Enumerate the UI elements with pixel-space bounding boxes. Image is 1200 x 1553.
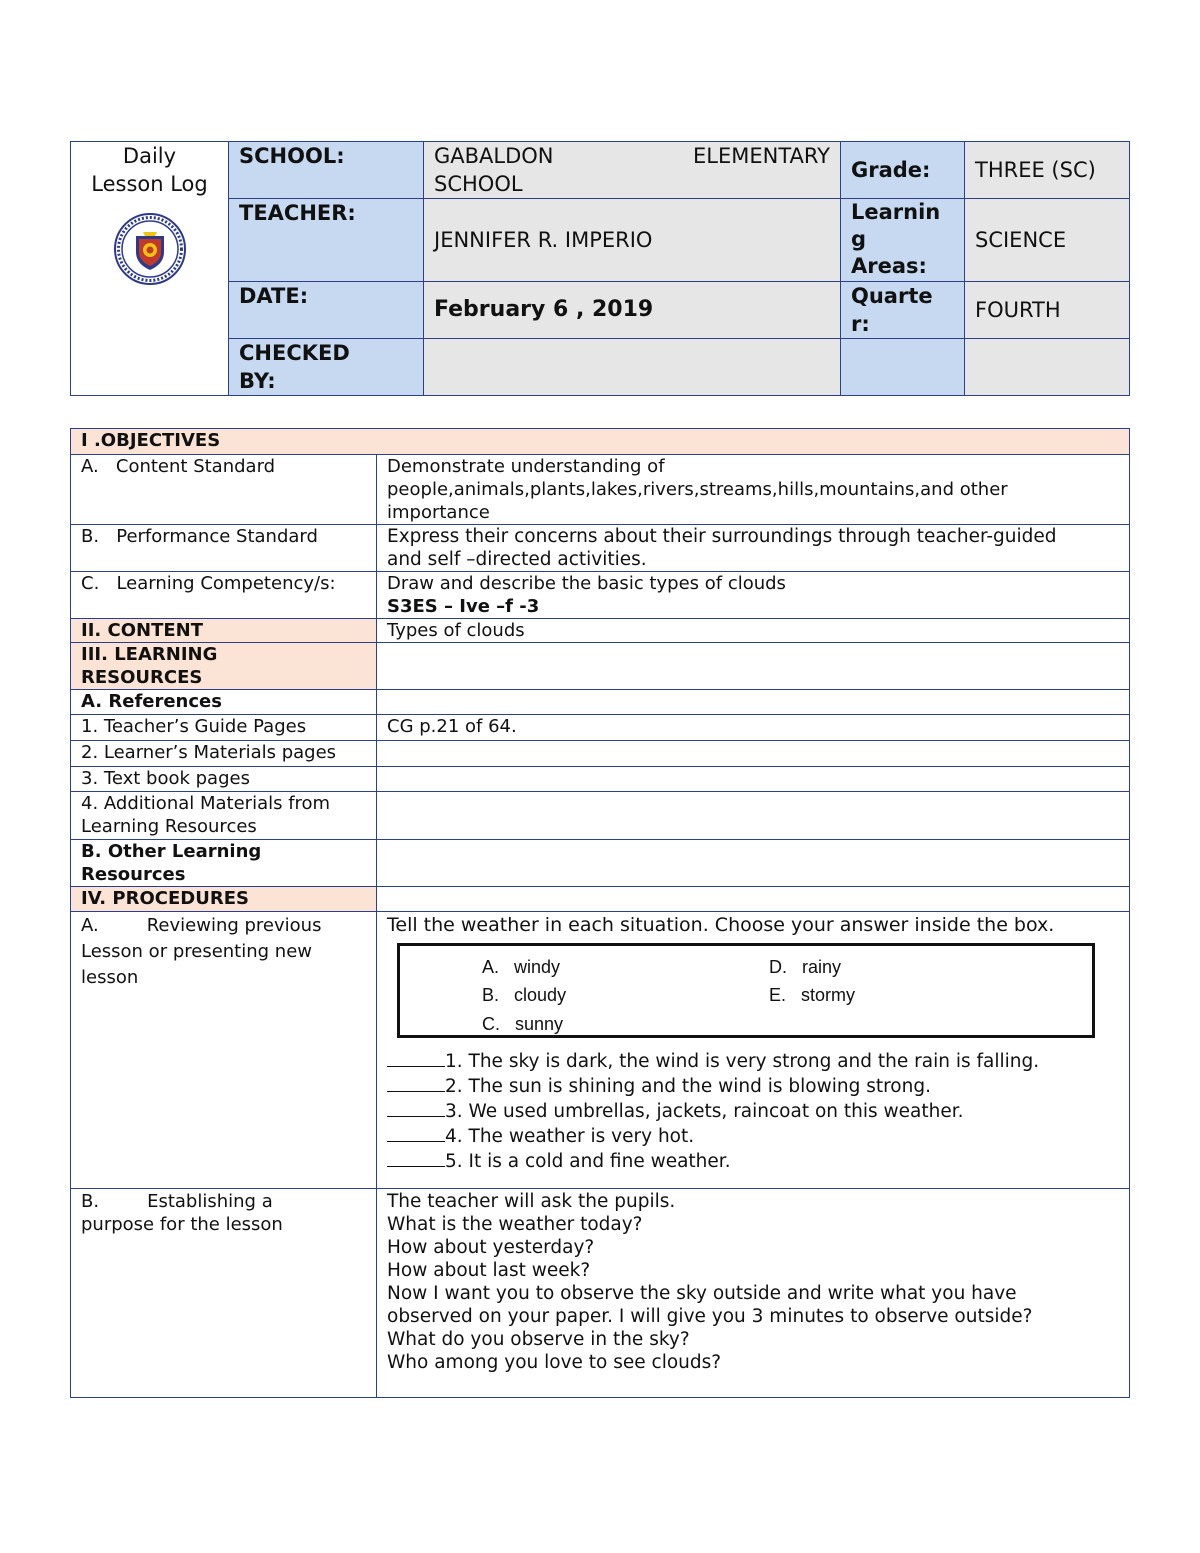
procedure-b-text-3: How about yesterday? — [387, 1237, 595, 1258]
title-cell — [71, 142, 229, 396]
checked-by-label-line2: BY: — [239, 369, 276, 393]
content-heading: II. CONTENT — [71, 619, 377, 643]
teacher-label: TEACHER: — [229, 199, 424, 282]
choice-e-letter: E. — [769, 985, 787, 1005]
learning-areas-label-line3: Areas: — [851, 254, 927, 278]
header-table — [70, 141, 1130, 396]
question-2-text: 2. The sun is shining and the wind is blowing strong. — [445, 1076, 931, 1097]
procedure-a-line2: Lesson or presenting new — [81, 941, 313, 962]
choice-b-text: cloudy — [514, 985, 567, 1005]
question-5-text: 5. It is a cold and fine weather. — [445, 1151, 731, 1172]
learners-materials-value — [377, 741, 1130, 767]
question-4 — [387, 1123, 1119, 1148]
learning-resources-heading-line1: III. LEARNING — [81, 644, 218, 665]
procedure-a-instruction: Tell the weather in each situation. Choose your answer inside the box. — [387, 914, 1055, 936]
learning-areas-label-line2: g — [851, 227, 867, 251]
other-resources-label — [71, 840, 377, 887]
procedure-a-line1: Reviewing previous — [146, 915, 322, 936]
procedure-a-letter: A. — [81, 915, 99, 936]
additional-materials-line2: Learning Resources — [81, 816, 257, 837]
procedure-b-text-8: Who among you love to see clouds? — [387, 1352, 722, 1373]
procedures-heading-value — [377, 887, 1130, 912]
choice-e-text: stormy — [801, 985, 856, 1005]
other-resources-value — [377, 840, 1130, 887]
procedure-b-line1: Establishing a — [147, 1191, 273, 1212]
competency-code: S3ES – Ive –f -3 — [387, 596, 540, 617]
checked-by-label — [229, 339, 424, 396]
additional-materials-label — [71, 792, 377, 840]
references-label: A. References — [71, 690, 377, 715]
choice-e — [769, 984, 855, 1007]
textbook-value — [377, 767, 1130, 792]
quarter-label — [841, 282, 965, 339]
date-label: DATE: — [229, 282, 424, 339]
performance-standard-line1: Express their concerns about their surroundings through teacher-guided — [387, 526, 1057, 547]
school-value-word3: SCHOOL — [434, 172, 523, 196]
content-standard-line2: people,animals,plants,lakes,rivers,streams,hills,mountains,and other — [387, 479, 1008, 500]
choices-box — [397, 943, 1095, 1038]
choice-d-text: rainy — [802, 957, 842, 977]
choice-a-letter: A. — [482, 957, 500, 977]
content-standard-value — [377, 455, 1130, 525]
procedure-b-text-5: Now I want you to observe the sky outside and write what you have — [387, 1283, 1017, 1304]
checked-by-value — [424, 339, 841, 396]
procedure-b-text-1: The teacher will ask the pupils. — [387, 1191, 676, 1212]
answer-blank-4[interactable] — [387, 1123, 445, 1142]
procedures-heading: IV. PROCEDURES — [71, 887, 377, 912]
choice-b — [482, 984, 566, 1007]
choice-b-letter: B. — [482, 985, 500, 1005]
teacher-value: JENNIFER R. IMPERIO — [424, 199, 841, 282]
school-value-word2: ELEMENTARY — [693, 144, 830, 168]
procedure-b-letter: B. — [81, 1191, 100, 1212]
learning-areas-label — [841, 199, 965, 282]
content-standard-line3: importance — [387, 502, 490, 523]
additional-materials-value — [377, 792, 1130, 840]
quarter-value: FOURTH — [965, 282, 1130, 339]
question-4-text: 4. The weather is very hot. — [445, 1126, 695, 1147]
textbook-label: 3. Text book pages — [71, 767, 377, 792]
date-value: February 6 , 2019 — [424, 282, 841, 339]
procedure-b-text-7: What do you observe in the sky? — [387, 1329, 690, 1350]
procedure-b-text-6: observed on your paper. I will give you 3 minutes to observe outside? — [387, 1306, 1033, 1327]
learning-areas-value: SCIENCE — [965, 199, 1130, 282]
answer-blank-5[interactable] — [387, 1148, 445, 1167]
references-value — [377, 690, 1130, 715]
grade-label: Grade: — [841, 142, 965, 199]
question-1 — [387, 1048, 1119, 1073]
content-value: Types of clouds — [377, 619, 1130, 643]
procedure-a-line3: lesson — [81, 967, 139, 988]
title-line2: Lesson Log — [91, 172, 208, 196]
answer-blank-3[interactable] — [387, 1098, 445, 1117]
deped-seal-icon — [113, 212, 187, 286]
competency-value — [377, 572, 1130, 619]
competency-text: Draw and describe the basic types of clouds — [387, 573, 786, 594]
choice-c-text: sunny — [515, 1014, 564, 1034]
checked-by-extra-value — [965, 339, 1130, 396]
choice-a — [482, 956, 560, 979]
lesson-table — [70, 428, 1130, 1398]
learning-areas-label-line1: Learnin — [851, 200, 941, 224]
checked-by-label-line1: CHECKED — [239, 341, 350, 365]
procedure-b-label — [71, 1189, 377, 1398]
learning-resources-heading — [71, 643, 377, 690]
procedure-b-text-2: What is the weather today? — [387, 1214, 643, 1235]
answer-blank-2[interactable] — [387, 1073, 445, 1092]
choice-d — [769, 956, 841, 979]
checked-by-extra-label — [841, 339, 965, 396]
content-standard-label: A. Content Standard — [71, 455, 377, 525]
title-line1: Daily — [122, 144, 177, 168]
school-label: SCHOOL: — [229, 142, 424, 199]
question-3 — [387, 1098, 1119, 1123]
content-standard-line1: Demonstrate understanding of — [387, 456, 665, 477]
procedure-a-content — [377, 912, 1130, 1189]
other-resources-line2: Resources — [81, 864, 186, 885]
objectives-heading: I .OBJECTIVES — [71, 429, 1130, 455]
question-1-text: 1. The sky is dark, the wind is very strong and the rain is falling. — [445, 1051, 1040, 1072]
performance-standard-label: B. Performance Standard — [71, 525, 377, 572]
learning-resources-heading-line2: RESOURCES — [81, 667, 203, 688]
choice-c-letter: C. — [482, 1014, 500, 1034]
performance-standard-value — [377, 525, 1130, 572]
competency-label: C. Learning Competency/s: — [71, 572, 377, 619]
teachers-guide-value: CG p.21 of 64. — [377, 715, 1130, 741]
procedure-a-label — [71, 912, 377, 1189]
quarter-label-line1: Quarte — [851, 284, 933, 308]
school-value-word1: GABALDON — [434, 144, 554, 168]
choice-a-text: windy — [514, 957, 561, 977]
grade-value: THREE (SC) — [965, 142, 1130, 199]
performance-standard-line2: and self –directed activities. — [387, 549, 647, 570]
additional-materials-line1: 4. Additional Materials from — [81, 793, 331, 814]
choice-c — [482, 1013, 563, 1036]
question-5 — [387, 1148, 1119, 1173]
learners-materials-label: 2. Learner’s Materials pages — [71, 741, 377, 767]
answer-blank-1[interactable] — [387, 1048, 445, 1067]
quarter-label-line2: r: — [851, 312, 870, 336]
procedure-b-text-4: How about last week? — [387, 1260, 591, 1281]
school-value — [424, 142, 841, 199]
choice-d-letter: D. — [769, 957, 787, 977]
other-resources-line1: B. Other Learning — [81, 841, 262, 862]
procedure-b-content — [377, 1189, 1130, 1398]
question-3-text: 3. We used umbrellas, jackets, raincoat on this weather. — [445, 1101, 964, 1122]
teachers-guide-label: 1. Teacher’s Guide Pages — [71, 715, 377, 741]
procedure-b-line2: purpose for the lesson — [81, 1214, 283, 1235]
question-2 — [387, 1073, 1119, 1098]
learning-resources-value — [377, 643, 1130, 690]
